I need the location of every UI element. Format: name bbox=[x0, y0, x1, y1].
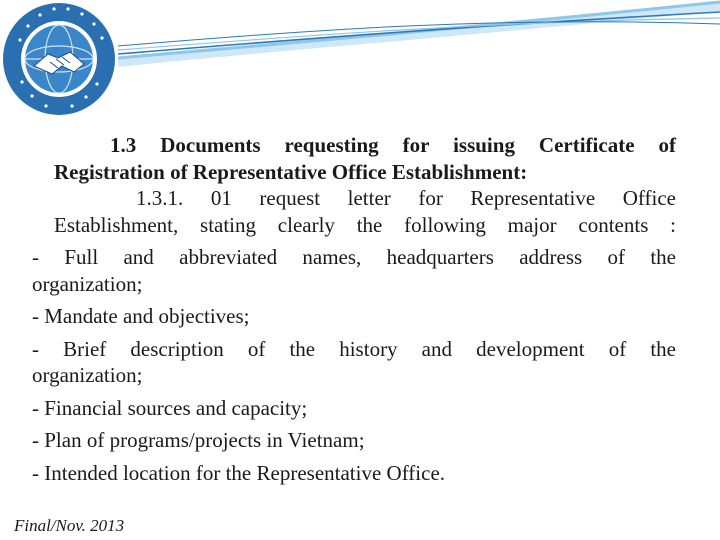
list-item-text: - Brief description of the history and development of the bbox=[32, 336, 676, 361]
list-item-text-continued: organization; bbox=[32, 363, 143, 387]
list-item bbox=[32, 395, 676, 422]
subsection-line-2: Establishment, stating clearly the following major contents : bbox=[54, 212, 676, 237]
list-item bbox=[32, 303, 676, 330]
vufo-logo bbox=[0, 0, 118, 118]
section-heading-line-1: 1.3 Documents requesting for issuing Certificate of bbox=[110, 133, 676, 157]
header-wave-decoration bbox=[118, 0, 720, 70]
document-body bbox=[32, 132, 676, 486]
subsection-line-1: 1.3.1. 01 request letter for Representative Office bbox=[136, 186, 676, 210]
list-item bbox=[32, 244, 676, 297]
list-item bbox=[32, 336, 676, 389]
list-item bbox=[32, 460, 676, 487]
list-item-text: - Plan of programs/projects in Vietnam; bbox=[32, 428, 365, 452]
footer-version-note: Final/Nov. 2013 bbox=[14, 516, 125, 535]
list-item-text: - Intended location for the Representative Office. bbox=[32, 460, 446, 485]
section-heading-line-2: Registration of Representative Office Establishment: bbox=[54, 159, 528, 184]
list-item-text-continued: organization; bbox=[32, 271, 143, 296]
list-item bbox=[32, 427, 676, 454]
list-item-text: - Full and abbreviated names, headquarters address of the bbox=[32, 245, 676, 269]
list-item-text: - Financial sources and capacity; bbox=[32, 395, 308, 420]
list-item-text: - Mandate and objectives; bbox=[32, 304, 250, 328]
